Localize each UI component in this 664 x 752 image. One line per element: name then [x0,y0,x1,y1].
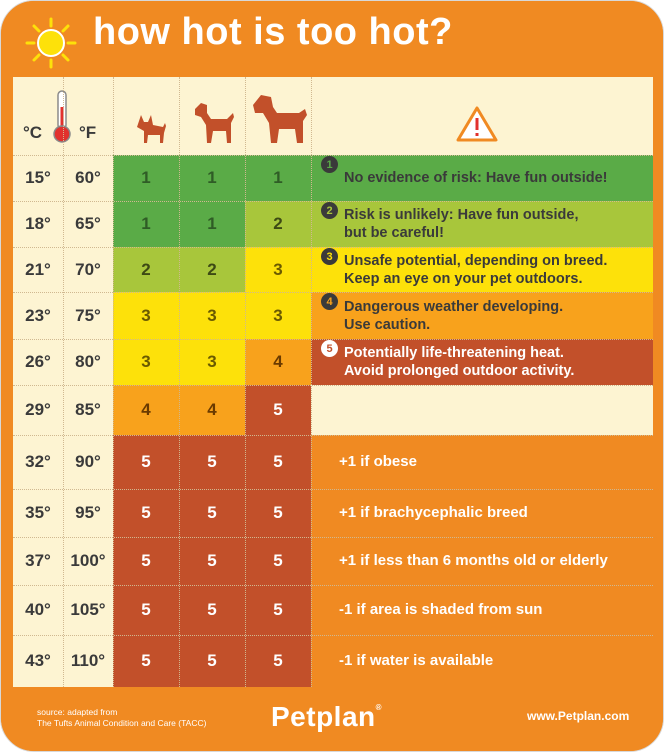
risk-level-cell: 4 [179,385,245,435]
celsius-cell: 26° [25,352,51,371]
risk-level-cell: 2 [179,247,245,292]
fahrenheit-cell: 60° [75,168,101,187]
adjustment-note: -1 if area is shaded from sun [339,601,543,618]
risk-description-line: No evidence of risk: Have fun outside! [344,170,608,186]
medium-dog-icon [191,99,237,145]
risk-description-text [344,298,563,334]
risk-level-description [311,155,653,201]
grid-line [13,435,653,436]
celsius-cell: 18° [25,214,51,233]
celsius-label: °C [23,123,43,142]
risk-number-badge: 1 [321,156,338,173]
grid-line [13,247,653,248]
celsius-cell: 37° [25,551,51,570]
sun-icon [23,17,79,69]
celsius-cell: 21° [25,259,51,279]
grid-line [13,292,653,293]
website-link[interactable]: www.Petplan.com [527,709,630,723]
risk-level-cell: 5 [113,585,179,635]
risk-level-description [311,339,653,385]
row-description-bg [311,385,653,435]
adjustment-note: +1 if obese [339,453,417,470]
risk-level-cell: 1 [245,155,311,201]
large-dog-icon [249,91,311,145]
risk-number-badge: 2 [321,202,338,219]
risk-level-cell: 1 [179,155,245,201]
brand-logo: Petplan® [271,701,383,732]
risk-description-text [344,252,607,288]
risk-level-cell: 5 [179,635,245,687]
fahrenheit-cell: 105° [70,600,106,619]
risk-level-description [311,201,653,247]
risk-level-cell: 5 [245,435,311,489]
risk-level-cell: 3 [179,339,245,385]
grid-line [13,635,653,636]
risk-number-badge: 4 [321,293,338,310]
risk-level-cell: 3 [113,339,179,385]
risk-level-description [311,292,653,339]
risk-level-cell: 5 [245,537,311,585]
risk-level-cell: 5 [245,385,311,435]
risk-level-cell: 1 [179,201,245,247]
small-dog-icon [133,111,169,145]
risk-description-line: Unsafe potential, depending on breed. [344,252,608,269]
risk-level-cell: 2 [245,201,311,247]
risk-level-cell: 5 [113,489,179,537]
risk-level-cell: 3 [245,292,311,339]
risk-description-line: Keep an eye on your pet outdoors. [344,270,583,287]
fahrenheit-cell: 90° [75,452,101,471]
source-note: source: adapted from The Tufts Animal Condition and Care (TACC) [37,707,207,728]
fahrenheit-cell: 80° [75,352,101,371]
warning-triangle-icon [455,105,499,143]
risk-description-text [344,344,574,380]
grid-line [13,585,653,586]
risk-description-line: Potentially life-threatening heat. [344,345,564,361]
celsius-cell: 23° [25,305,51,325]
page-title: how hot is too hot? [93,11,453,53]
risk-level-description [311,247,653,292]
risk-level-cell: 1 [113,155,179,201]
risk-level-cell: 5 [179,585,245,635]
grid-line [13,339,653,340]
adjustment-note: +1 if less than 6 months old or elderly [339,552,608,569]
risk-number-badge: 5 [321,340,338,357]
fahrenheit-cell: 70° [75,259,101,279]
celsius-cell: 29° [25,400,51,419]
risk-level-cell: 3 [245,247,311,292]
fahrenheit-cell: 110° [70,651,106,670]
risk-level-cell: 5 [113,635,179,687]
fahrenheit-cell: 100° [70,551,106,570]
risk-description-text [344,169,607,187]
grid-line [179,77,180,687]
risk-level-cell: 4 [113,385,179,435]
fahrenheit-cell: 85° [75,400,101,419]
fahrenheit-cell: 95° [75,503,101,522]
grid-line [245,77,246,687]
grid-line [13,385,653,386]
adjustment-note: +1 if brachycephalic breed [339,504,528,521]
risk-level-cell: 3 [113,292,179,339]
risk-description-line: Risk is unlikely: Have fun outside, [344,207,579,223]
risk-level-cell: 3 [179,292,245,339]
risk-level-cell: 1 [113,201,179,247]
risk-level-cell: 5 [245,635,311,687]
risk-level-cell: 5 [245,585,311,635]
risk-level-cell: 4 [245,339,311,385]
grid-line [63,77,64,687]
risk-level-cell: 2 [113,247,179,292]
risk-description-text [344,206,578,242]
risk-level-cell: 5 [179,435,245,489]
celsius-cell: 15° [25,168,51,187]
risk-number-badge: 3 [321,248,338,265]
celsius-cell: 43° [25,651,51,670]
grid-line [13,155,653,156]
risk-description-line: Avoid prolonged outdoor activity. [344,363,575,379]
risk-level-cell: 5 [179,489,245,537]
grid-line [13,201,653,202]
footer [1,691,663,751]
grid-line [311,77,312,687]
fahrenheit-cell: 65° [75,214,101,233]
risk-description-line: Use caution. [344,316,431,333]
header [1,1,663,77]
fahrenheit-cell: 75° [75,305,101,325]
risk-level-cell: 5 [179,537,245,585]
celsius-cell: 35° [25,503,51,522]
grid-line [113,77,114,687]
thermometer-icon [51,89,73,145]
adjustment-note: -1 if water is available [339,652,494,669]
risk-level-cell: 5 [113,537,179,585]
fahrenheit-label: °F [79,123,97,142]
heat-risk-table [13,77,653,691]
grid-line [13,537,653,538]
celsius-cell: 32° [25,452,51,471]
grid-line [13,489,653,490]
risk-description-line: but be careful! [344,225,444,241]
risk-level-cell: 5 [113,435,179,489]
risk-level-cell: 5 [245,489,311,537]
celsius-cell: 40° [25,600,51,619]
risk-description-line: Dangerous weather developing. [344,298,564,315]
